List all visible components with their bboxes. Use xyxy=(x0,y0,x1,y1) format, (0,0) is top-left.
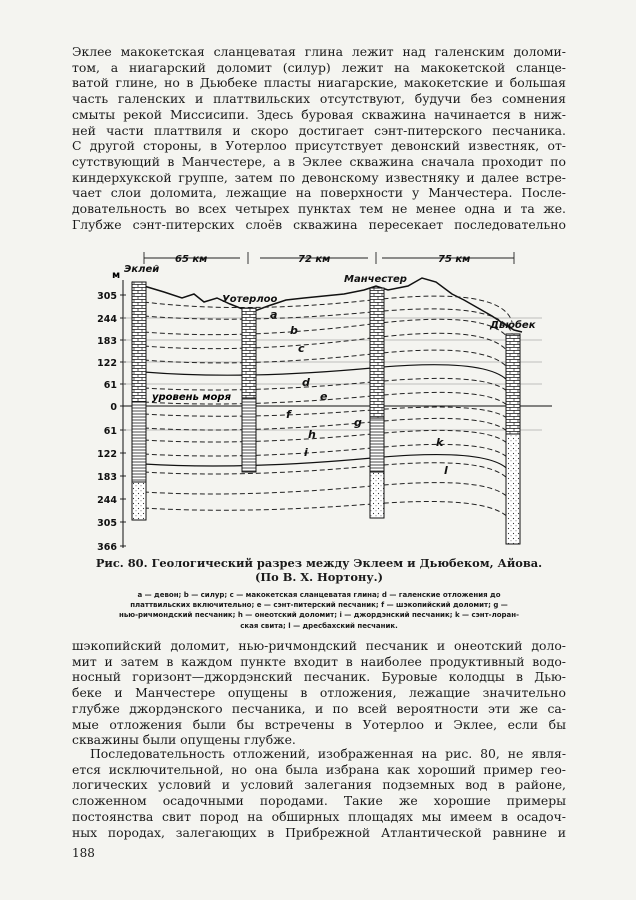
text-line: мые отложения были бы встречены в Уотерлоо и Эклее, если бы xyxy=(72,716,566,732)
text-line: носный горизонт—джордэнский песчаник. Буровые колодцы в Дью- xyxy=(72,669,566,685)
text-line: том, а ниагарский доломит (силур) лежит на макокетской сланце- xyxy=(72,59,566,75)
tick-label: 122 xyxy=(97,449,117,460)
tick-label: 183 xyxy=(97,472,117,483)
text-line: беке и Манчестере опущены в отложения, лежащие значительно xyxy=(72,685,566,701)
layer-boundaries xyxy=(144,296,512,524)
figure-legend xyxy=(72,590,566,631)
text-line: ется исключительной, но она была избрана как хороший пример гео- xyxy=(72,761,566,777)
layer-label: l xyxy=(444,464,448,477)
text-line: Эклее макокетская сланцеватая глина лежит над галенским доломи- xyxy=(72,44,566,59)
tick-label: 305 xyxy=(97,291,117,302)
distance-label: 65 км xyxy=(175,254,208,265)
text-line: ней части платтвиля и скоро достигает сэнт-питерского песчаника. xyxy=(72,122,566,138)
surface-profile xyxy=(132,278,522,332)
figure-caption xyxy=(72,556,566,584)
text-line: часть галенских и платтвильских отсутствуют, будучи без сомнения xyxy=(72,91,566,107)
text-line: сложенном осадочными породами. Такие же хорошие примеры xyxy=(72,793,566,809)
legend-line: a — девон; b — силур; c — макокетская сланцеватая глина; d — галенские отложения до xyxy=(137,591,501,599)
well-label: Эклей xyxy=(124,264,160,275)
text-line: мит и затем в каждом пункте входит в наиболее продуктивный водо- xyxy=(72,653,566,669)
paragraph-top xyxy=(72,44,566,232)
solid-boundaries xyxy=(144,365,512,476)
text-line: ных породах, залегающих в Прибрежной Атлантической равнине и xyxy=(72,824,566,840)
text-line: Последовательность отложений, изображенная на рис. 80, не явля- xyxy=(90,746,566,761)
text-line: шэкопийский доломит, нью-ричмондский песчаник и онеотский доло- xyxy=(72,638,566,653)
sea-level-label: уровень моря xyxy=(152,392,231,403)
well-label: Дьюбек xyxy=(490,320,536,331)
legend-line: нью-ричмондский песчаник; h — онеотский доломит; i — джордэнский песчаник; k — сэнт-лоран- xyxy=(119,611,519,620)
layer-label: f xyxy=(286,408,291,421)
text-line: чает слои доломита, лежащие на поверхности у Манчестера. После- xyxy=(72,185,566,201)
tick-label: 305 xyxy=(97,518,117,529)
layer-label: d xyxy=(302,376,310,389)
text-line: смыты рекой Миссисипи. Здесь буровая скважина начинается в ниж- xyxy=(72,106,566,122)
caption-line: Рис. 80. Геологический разрез между Эклеем и Дьюбеком, Айова. xyxy=(95,556,543,570)
tick-label: 61 xyxy=(103,380,117,391)
tick-label: 122 xyxy=(97,358,117,369)
paragraph-middle xyxy=(72,638,566,748)
tick-label: 183 xyxy=(97,336,117,347)
layer-label: c xyxy=(298,342,305,355)
layer-label: g xyxy=(354,416,362,429)
well-column-manchester xyxy=(370,288,384,518)
layer-label: a xyxy=(270,308,278,321)
text-line: С другой стороны, в Уотерлоо присутствует девонский известняк, от- xyxy=(72,138,566,154)
layer-label: i xyxy=(304,446,308,459)
well-column-eklei xyxy=(132,282,146,520)
tick-label: 244 xyxy=(97,314,117,325)
well-column-dubuque xyxy=(506,334,520,544)
distance-label: 75 км xyxy=(438,254,471,265)
tick-label: 244 xyxy=(97,495,117,506)
text-line: скважины были опущены глубже. xyxy=(72,732,296,748)
layer-label: e xyxy=(320,390,328,403)
tick-label: 61 xyxy=(103,426,117,437)
legend-line: платтвильских включительно; e — сэнт-питерский песчаник; f — шэкопийский доломит; g — xyxy=(130,601,508,610)
text-line: довательность во всех четырех пунктах тем не менее одна и та же. xyxy=(72,201,566,217)
page-number: 188 xyxy=(72,846,95,860)
text-line: Глубже сэнт-питерских слоёв скважина пересекает последовательно xyxy=(72,216,566,232)
geologic-cross-section xyxy=(72,242,564,554)
caption-line: (По В. Х. Нортону.) xyxy=(254,570,383,584)
tick-label: 366 xyxy=(97,542,117,553)
text-line: постоянства свит пород на обширных площадях мы имеем в осадоч- xyxy=(72,808,566,824)
distance-label: 72 км xyxy=(298,254,331,265)
layer-label: k xyxy=(436,436,444,449)
legend-line: ская свита; l — дресбахский песчаник. xyxy=(240,621,398,630)
axis-unit: м xyxy=(112,270,121,281)
text-line: глубже джордэнского песчаника, и по всей вероятности эти же са- xyxy=(72,700,566,716)
text-line: ватой глине, но в Дьюбеке пласты ниагарские, макокетские и большая xyxy=(72,75,566,91)
paragraph-bottom xyxy=(72,746,566,840)
layer-label: b xyxy=(290,324,298,337)
well-label: Манчестер xyxy=(344,274,407,285)
text-line: логических условий и условий залегания подземных вод в районе, xyxy=(72,777,566,793)
text-line: сутствующий в Манчестере, а в Эклее скважина сначала проходит по xyxy=(72,153,566,169)
text-line: киндерхукской группе, затем по девонскому известняку и далее встре- xyxy=(72,169,566,185)
well-column-waterloo xyxy=(242,308,256,472)
tick-label: 0 xyxy=(110,402,117,413)
layer-label: h xyxy=(308,428,316,441)
well-label: Уотерлоо xyxy=(222,294,278,305)
